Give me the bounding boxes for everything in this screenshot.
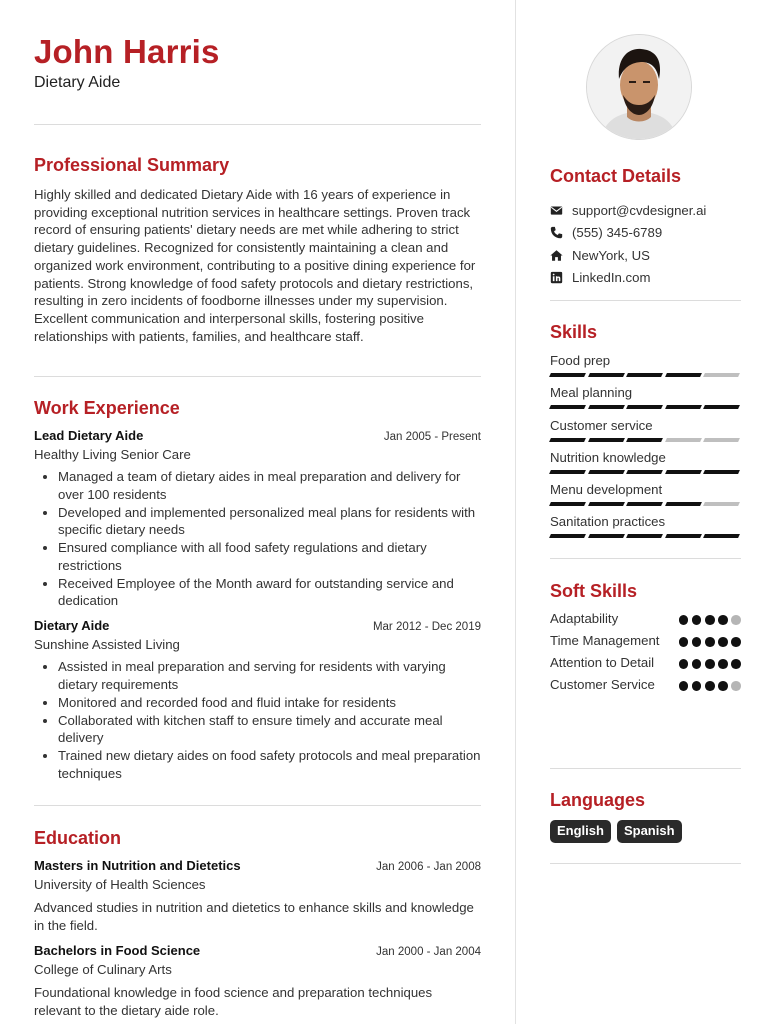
soft-skill-rating	[679, 615, 741, 625]
education-entry	[34, 942, 481, 1019]
education-dates: Jan 2006 - Jan 2008	[376, 861, 481, 873]
skill-item	[550, 352, 741, 384]
phone-icon	[550, 226, 563, 239]
skill-level-segment	[549, 470, 585, 474]
rating-dot	[731, 681, 741, 691]
skill-level-bar	[550, 373, 741, 377]
job-bullet: • Managed a team of dietary aides in meal preparation and delivery for over 100 residents	[58, 468, 481, 503]
profile-photo	[586, 34, 692, 140]
skill-name: Food prep	[550, 353, 611, 368]
soft-skill-item	[550, 654, 741, 672]
skill-name: Menu development	[550, 482, 663, 498]
skill-level-bar	[550, 438, 741, 442]
envelope-icon	[550, 204, 563, 217]
soft-skill-item	[550, 610, 741, 628]
skill-level-segment	[703, 470, 739, 474]
rating-dot	[731, 637, 741, 647]
job-entry	[34, 617, 481, 783]
skill-name: Sanitation practices	[550, 514, 666, 530]
soft-skill-rating	[679, 637, 741, 647]
skill-item	[550, 513, 741, 545]
rating-dot	[705, 637, 715, 647]
rating-dot	[705, 615, 715, 625]
skill-level-segment	[665, 405, 701, 409]
skill-name: Customer service	[550, 417, 653, 433]
rating-dot	[679, 615, 689, 625]
skill-level-segment	[626, 373, 662, 377]
job-bullet: • Trained new dietary aides on food safety protocols and meal preparation techniques	[58, 747, 481, 782]
contact-list	[550, 199, 741, 289]
skill-level-segment	[703, 438, 739, 442]
skills-list	[550, 352, 741, 546]
education-description: Advanced studies in nutrition and dietetics to enhance skills and knowledge in the field.	[34, 900, 474, 933]
skill-name: Meal planning	[550, 385, 633, 401]
skill-level-segment	[665, 470, 701, 474]
language-tag: English	[550, 820, 611, 843]
location-text: NewYork, US	[572, 247, 650, 263]
skill-level-segment	[665, 534, 701, 538]
soft-skills-list	[550, 610, 741, 698]
languages-divider	[550, 863, 741, 864]
rating-dot	[692, 681, 702, 691]
job-entry	[34, 427, 481, 610]
soft-skills-divider	[550, 768, 741, 769]
contact-heading: Contact Details	[550, 166, 682, 186]
home-icon	[550, 249, 563, 262]
education-dates: Jan 2000 - Jan 2004	[376, 946, 481, 958]
job-dates: Jan 2005 - Present	[383, 431, 481, 443]
job-bullet: • Received Employee of the Month award for outstanding service and dedication	[58, 575, 481, 610]
skill-level-segment	[549, 534, 585, 538]
languages-list	[550, 820, 682, 843]
rating-dot	[692, 637, 702, 647]
experience-heading: Work Experience	[34, 398, 180, 418]
skill-level-segment	[703, 373, 739, 377]
skill-level-segment	[588, 502, 624, 506]
skill-level-segment	[549, 405, 585, 409]
contact-divider	[550, 300, 741, 301]
soft-skill-name: Adaptability	[550, 611, 619, 626]
job-bullet: • Developed and implemented personalized meal plans for residents with specific dietary needs	[58, 504, 481, 539]
education-entry	[34, 857, 481, 934]
summary-heading: Professional Summary	[34, 155, 230, 175]
skill-level-bar	[550, 502, 741, 506]
skill-level-segment	[626, 470, 662, 474]
email-text: support@cvdesigner.ai	[572, 202, 707, 218]
rating-dot	[679, 681, 689, 691]
job-bullet: • Monitored and recorded food and fluid intake for residents	[58, 694, 481, 712]
soft-skill-name: Time Management	[550, 633, 660, 648]
rating-dot	[679, 637, 689, 647]
contact-linkedin[interactable]	[550, 267, 741, 290]
column-divider	[515, 0, 516, 1024]
skill-item	[550, 384, 741, 416]
skill-level-segment	[549, 438, 585, 442]
skill-level-segment	[703, 502, 739, 506]
rating-dot	[731, 615, 741, 625]
soft-skill-rating	[679, 659, 741, 669]
phone-text: (555) 345-6789	[572, 225, 663, 241]
job-bullets	[34, 468, 481, 610]
rating-dot	[718, 681, 728, 691]
languages-heading: Languages	[550, 790, 646, 810]
skill-level-segment	[703, 405, 739, 409]
experience-divider	[34, 805, 481, 806]
rating-dot	[692, 615, 702, 625]
language-tag: Spanish	[617, 820, 682, 843]
linkedin-icon	[550, 271, 563, 284]
contact-email[interactable]	[550, 199, 741, 222]
rating-dot	[705, 681, 715, 691]
rating-dot	[718, 659, 728, 669]
skill-level-bar	[550, 405, 741, 409]
linkedin-text: LinkedIn.com	[572, 270, 651, 286]
skill-level-segment	[588, 534, 624, 538]
skill-item	[550, 481, 741, 513]
skill-level-segment	[588, 438, 624, 442]
job-title: Lead Dietary Aide	[34, 428, 144, 443]
rating-dot	[718, 615, 728, 625]
soft-skill-item	[550, 676, 741, 694]
job-bullet: • Ensured compliance with all food safety regulations and dietary restrictions	[58, 539, 481, 574]
rating-dot	[731, 659, 741, 669]
job-bullet: • Collaborated with kitchen staff to ensure timely and accurate meal delivery	[58, 712, 481, 747]
rating-dot	[705, 659, 715, 669]
education-description: Foundational knowledge in food science and preparation techniques relevant to the dietary aide role.	[34, 985, 433, 1018]
skill-level-segment	[549, 502, 585, 506]
skill-level-bar	[550, 470, 741, 474]
degree-title: Masters in Nutrition and Dietetics	[34, 858, 241, 873]
job-dates: Mar 2012 - Dec 2019	[372, 621, 481, 633]
skill-item	[550, 449, 741, 481]
job-company: Sunshine Assisted Living	[34, 637, 180, 652]
skill-level-segment	[665, 502, 701, 506]
skill-level-segment	[703, 534, 739, 538]
skill-level-segment	[588, 405, 624, 409]
skill-level-segment	[588, 373, 624, 377]
skill-name: Nutrition knowledge	[550, 449, 666, 465]
skills-divider	[550, 558, 741, 559]
candidate-title: Dietary Aide	[34, 74, 121, 91]
contact-phone[interactable]	[550, 222, 741, 245]
header-divider	[34, 124, 481, 125]
soft-skill-item	[550, 632, 741, 650]
summary-text: Highly skilled and dedicated Dietary Aide with 16 years of experience in providing exceptional nutrition services in healthcare settings. Proven track record of ensuring patients' dietary needs are met while adhering to strict dietary guidelines. Recognized for consistently maintaining a clean and organized work environment, contributing to a positive dining experience for patients. Strong knowledge of food safety protocols and dietary restrictions, resulting in zero incidents of foodborne illnesses under my supervision. Excellent communication and interpersonal skills, fostering positive relationships with patients, families, and healthcare staff.	[34, 187, 476, 344]
skill-level-segment	[626, 438, 662, 442]
skill-level-bar	[550, 534, 741, 538]
school-name: College of Culinary Arts	[34, 962, 172, 977]
skill-level-segment	[665, 373, 701, 377]
education-heading: Education	[34, 828, 122, 848]
soft-skill-rating	[679, 681, 741, 691]
soft-skill-name: Customer Service	[550, 677, 655, 692]
rating-dot	[692, 659, 702, 669]
skill-level-segment	[665, 438, 701, 442]
skill-level-segment	[626, 534, 662, 538]
rating-dot	[718, 637, 728, 647]
rating-dot	[679, 659, 689, 669]
skills-heading: Skills	[550, 322, 598, 342]
candidate-name: John Harris	[34, 33, 220, 70]
job-title: Dietary Aide	[34, 618, 110, 633]
skill-level-segment	[626, 405, 662, 409]
school-name: University of Health Sciences	[34, 877, 206, 892]
job-company: Healthy Living Senior Care	[34, 447, 191, 462]
job-bullets	[34, 658, 481, 782]
skill-level-segment	[549, 373, 585, 377]
skill-item	[550, 417, 741, 449]
summary-divider	[34, 376, 481, 377]
soft-skill-name: Attention to Detail	[550, 655, 655, 670]
degree-title: Bachelors in Food Science	[34, 943, 201, 958]
contact-location	[550, 244, 741, 267]
soft-skills-heading: Soft Skills	[550, 581, 638, 601]
skill-level-segment	[626, 502, 662, 506]
skill-level-segment	[588, 470, 624, 474]
job-bullet: • Assisted in meal preparation and serving for residents with varying dietary requirements	[58, 658, 481, 693]
